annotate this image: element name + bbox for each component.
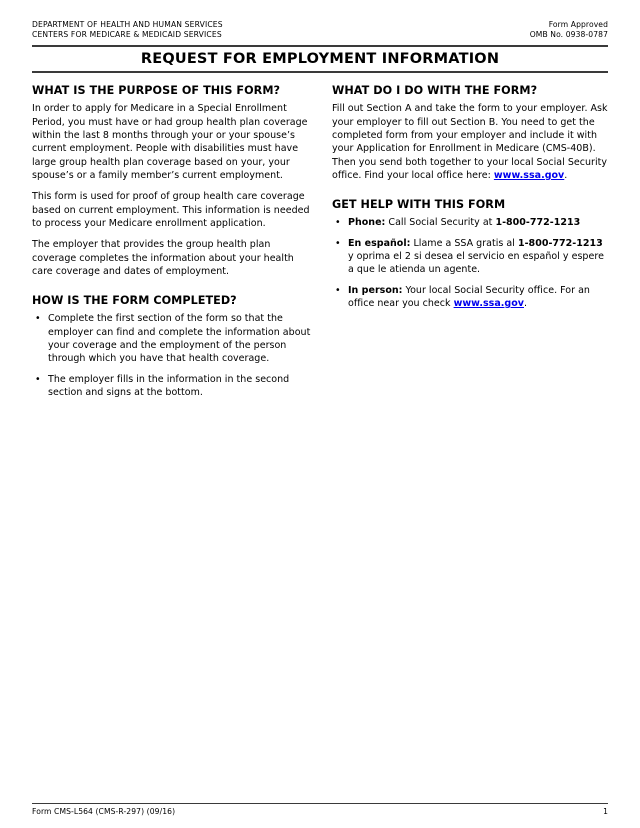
what-to-do-paragraph <box>332 102 608 182</box>
bullet-dot-icon: • <box>335 237 341 249</box>
phone-number: 1-800-772-1213 <box>495 217 581 229</box>
heading-get-help-with-form: GET HELP WITH THIS FORM <box>332 198 506 212</box>
bullet-dot-icon: • <box>335 217 341 229</box>
help-text-before: Your local Social Security office. For an office near you check <box>348 284 590 309</box>
footer-divider <box>32 803 608 804</box>
help-text-after: . <box>524 297 528 309</box>
help-label: Phone: <box>348 217 386 229</box>
purpose-paragraph-1: In order to apply for Medicare in a Special Enrollment Period, you must have or had group health plan coverage within the last 8 months through your or your spouse’s current employment. People with disabilities must have large group health plan coverage based on your, your spouse’s or a family member’s current employment. <box>32 103 308 181</box>
bullet-dot-icon: • <box>35 373 41 385</box>
how-completed-bullet-list <box>32 312 316 399</box>
help-text-before: Call Social Security at <box>385 217 496 229</box>
help-text-before: Llame a SSA gratis al <box>410 237 518 249</box>
phone-number: 1-800-772-1213 <box>517 237 603 249</box>
heading-what-do-i-do-with-form: WHAT DO I DO WITH THE FORM? <box>332 84 538 98</box>
purpose-paragraph-3: The employer that provides the group health plan coverage completes the information about your health care coverage and dates of employment. <box>32 239 294 277</box>
what-to-do-text: Fill out Section A and take the form to your employer. Ask your employer to fill out Section B. You need to get the completed form from your employer and include it with your Application for Enrollment in Medicare (CMS-40B). Then you send both together to your local Social Security office. Find your local office here: <box>332 103 608 181</box>
help-label: In person: <box>348 284 403 296</box>
list-item-text: The employer fills in the information in the second section and signs at the bottom. <box>48 373 290 399</box>
purpose-paragraph-2: This form is used for proof of group health care coverage based on current employment. This information is needed to process your Medicare enrollment application. <box>32 191 310 229</box>
agency-line-centers: CENTERS FOR MEDICARE & MEDICAID SERVICES <box>32 30 222 40</box>
document-header <box>32 0 608 40</box>
document-footer <box>32 803 608 816</box>
list-item <box>32 312 316 365</box>
bullet-dot-icon: • <box>35 313 41 325</box>
list-item-text: Complete the first section of the form so that the employer can find and complete the information about your coverage and the employment of the person through which you have that health coverage. <box>48 313 311 365</box>
page-title: REQUEST FOR EMPLOYMENT INFORMATION <box>140 51 500 68</box>
form-approved-label: Form Approved <box>548 20 608 29</box>
agency-line-department: DEPARTMENT OF HEALTH AND HUMAN SERVICES <box>32 20 223 29</box>
footer-row <box>32 807 608 816</box>
help-label: En español: <box>348 237 411 249</box>
list-item-phone <box>332 216 608 229</box>
list-item <box>32 373 316 400</box>
omb-number: OMB No. 0938-0787 <box>529 30 608 40</box>
list-item-in-person <box>332 284 608 311</box>
get-help-bullet-list <box>332 216 608 310</box>
what-to-do-text-end: . <box>564 169 568 181</box>
document-page <box>32 0 608 828</box>
ssa-gov-link[interactable]: www.ssa.gov <box>453 297 524 309</box>
ssa-gov-link[interactable]: www.ssa.gov <box>493 169 565 181</box>
heading-how-form-completed: HOW IS THE FORM COMPLETED? <box>32 294 237 308</box>
body-columns <box>32 73 608 399</box>
help-text-after: y oprima el 2 si desea el servicio en español y espere a que le atienda un agente. <box>348 250 604 276</box>
list-item-espanol <box>332 237 608 277</box>
heading-purpose-of-form: WHAT IS THE PURPOSE OF THIS FORM? <box>32 84 281 98</box>
page-number: 1 <box>603 807 608 816</box>
right-column <box>332 84 608 399</box>
form-number: Form CMS-L564 (CMS-R-297) (09/16) <box>32 807 176 816</box>
agency-block <box>32 20 223 40</box>
approval-block <box>530 20 608 40</box>
left-column <box>32 84 316 399</box>
bullet-dot-icon: • <box>335 284 341 296</box>
